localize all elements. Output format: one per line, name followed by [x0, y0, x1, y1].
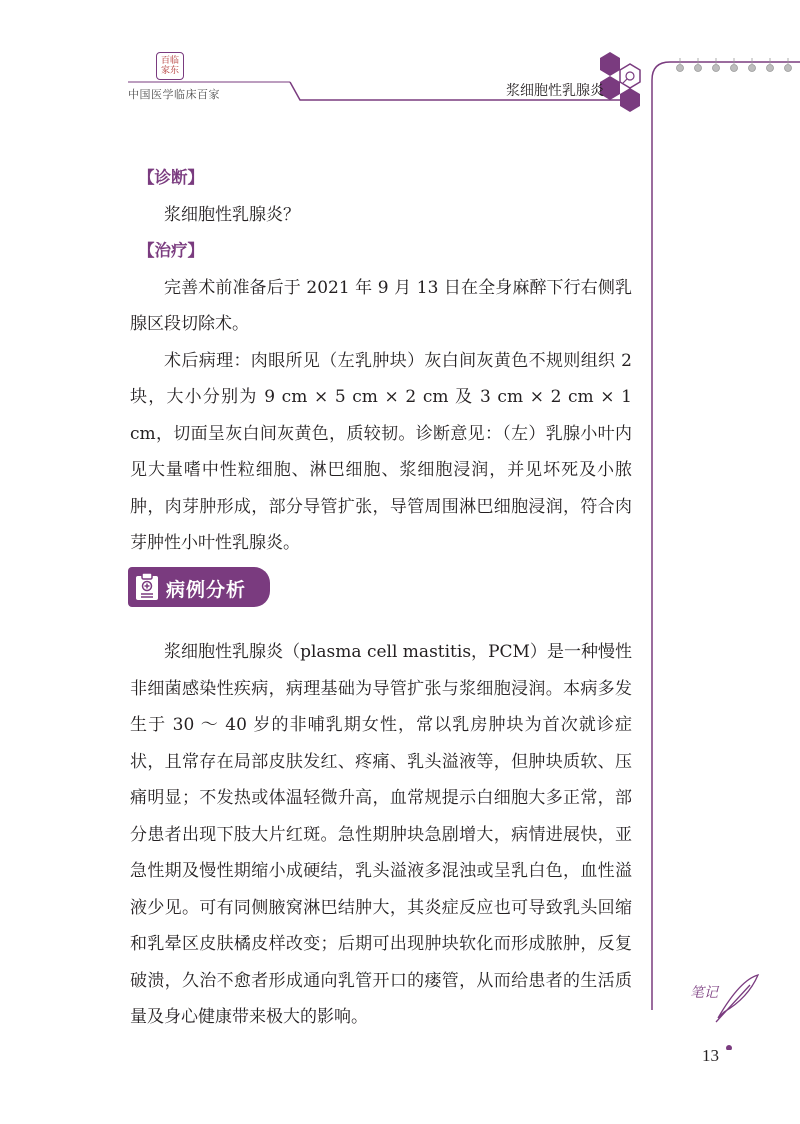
case-analysis-paragraph: 浆细胞性乳腺炎（plasma cell mastitis，PCM）是一种慢性非细菌感染性疾病，病理基础为导管扩张与浆细胞浸润。本病多发生于 30 ～ 40 岁的非哺乳期女性，常以乳房肿块为首次就诊症状，且常存在局部皮肤发红、疼痛、乳头溢液等，但肿块质软、压痛明显；不发热或体温轻微升高，血常规提示白细胞大多正常，部分患者出现下肢大片红斑。急性期肿块急剧增大，病情进展快，亚急性期及慢性期缩小成硬结，乳头溢液多混浊或呈乳白色，血性溢液少见。可有同侧腋窝淋巴结肿大，其炎症反应也可导致乳头回缩和乳晕区皮肤橘皮样改变；后期可出现肿块软化而形成脓肿，反复破溃，久治不愈者形成通向乳管开口的瘘管，从而给患者的生活质量及身心健康带来极大的影响。 [130, 642, 632, 1027]
series-title: 中国医学临床百家 [128, 88, 220, 101]
running-title: 浆细胞性乳腺炎 [506, 83, 604, 99]
clipboard-medical-icon [134, 572, 160, 602]
case-analysis-heading-text: 病例分析 [166, 579, 247, 601]
notes-label: 笔记 [690, 985, 718, 1001]
page-number: 13 [702, 1046, 719, 1065]
logo-text: 百临家东 [160, 56, 179, 76]
publisher-logo-icon [156, 52, 184, 80]
treatment-label: 【治疗】 [138, 241, 204, 260]
hexagon-cluster-icon [600, 52, 640, 112]
molecule-dots-icon [726, 1045, 741, 1050]
diagnosis-label: 【诊断】 [138, 168, 204, 187]
binder-rings-icon [677, 58, 792, 72]
notes-margin-column [640, 50, 800, 1050]
case-analysis-heading [128, 567, 270, 607]
quill-pen-icon [716, 975, 758, 1022]
pathology-paragraph: 术后病理：肉眼所见（左乳肿块）灰白间灰黄色不规则组织 2 块，大小分别为 9 cm × 5 cm × 2 cm 及 3 cm × 2 cm × 1 cm，切面呈灰白间灰黄色，质较韧。诊断意见：（左）乳腺小叶内见大量嗜中性粒细胞、淋巴细胞、浆细胞浸润，并见坏死及小脓肿，肉芽肿形成，部分导管扩张，导管周围淋巴细胞浸润，符合肉芽肿性小叶性乳腺炎。 [130, 350, 632, 553]
case-analysis-body [130, 634, 632, 1036]
diagnosis-text: 浆细胞性乳腺炎？ [164, 204, 300, 225]
treatment-paragraph: 完善术前准备后于 2021 年 9 月 13 日在全身麻醉下行右侧乳腺区段切除术。 [130, 277, 632, 334]
main-content [130, 160, 632, 562]
